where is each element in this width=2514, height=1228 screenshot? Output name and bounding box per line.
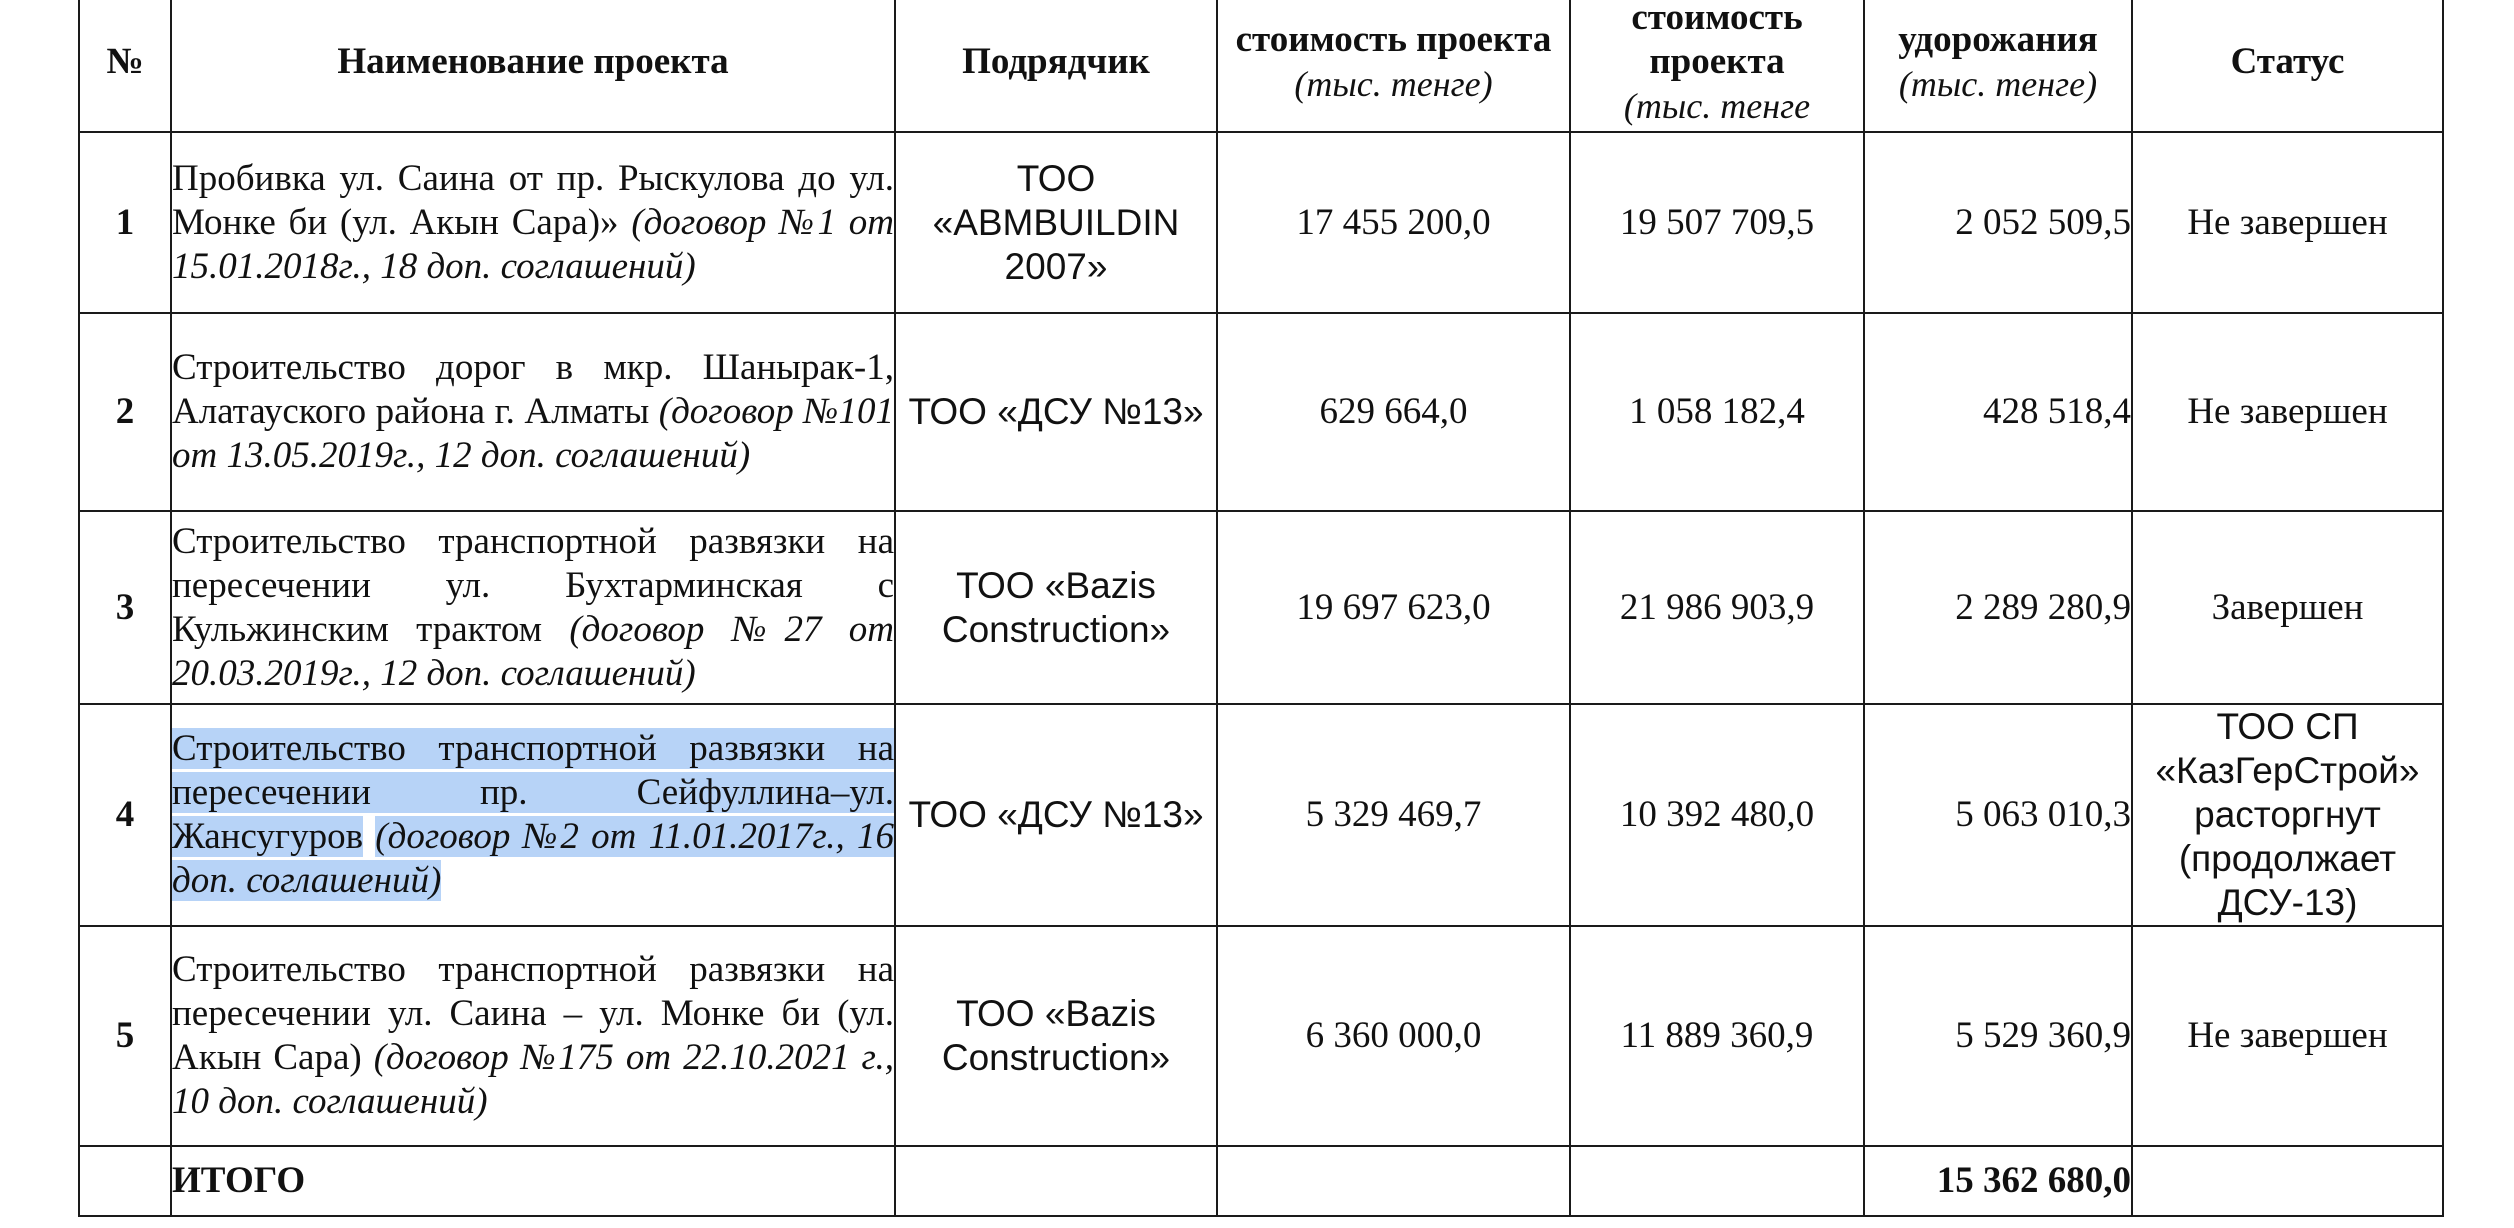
total-empty-contractor <box>895 1146 1217 1216</box>
project-name-cell[interactable] <box>171 704 895 926</box>
header-current-cost <box>1570 0 1864 132</box>
cost-increase: 5 529 360,9 <box>1864 926 2132 1146</box>
header-increase-sub: (тыс. тенге) <box>1898 63 2098 104</box>
contractor: ТОО «Bazis Construction» <box>895 511 1217 704</box>
current-cost: 10 392 480,0 <box>1570 704 1864 926</box>
header-current-cost-main: стоимость проекта <box>1631 0 1803 82</box>
table-row[interactable] <box>79 132 2443 313</box>
initial-cost: 17 455 200,0 <box>1217 132 1570 313</box>
total-row <box>79 1146 2443 1216</box>
cost-increase: 428 518,4 <box>1864 313 2132 511</box>
status: Завершен <box>2132 511 2443 704</box>
initial-cost: 5 329 469,7 <box>1217 704 1570 926</box>
project-name: Строительство дорог в мкр. Шанырак-1, Алатауского района г. Алматы <box>172 347 894 432</box>
contractor: ТОО «ДСУ №13» <box>895 704 1217 926</box>
total-empty-num <box>79 1146 171 1216</box>
project-name-cell[interactable] <box>171 926 895 1146</box>
row-num: 3 <box>79 511 171 704</box>
status: Не завершен <box>2132 926 2443 1146</box>
current-cost: 21 986 903,9 <box>1570 511 1864 704</box>
cost-increase: 2 289 280,9 <box>1864 511 2132 704</box>
initial-cost: 6 360 000,0 <box>1217 926 1570 1146</box>
project-contract-selected-text[interactable]: (договор №2 от 11.01.2017г., 16 доп. соглашений) <box>172 816 895 901</box>
cost-increase: 5 063 010,3 <box>1864 704 2132 926</box>
header-num: № <box>79 0 171 132</box>
header-increase-main: удорожания <box>1898 18 2098 60</box>
header-initial-cost-main: стоимость проекта <box>1235 18 1552 60</box>
header-contractor: Подрядчик <box>895 0 1217 132</box>
projects-table <box>78 0 2444 1217</box>
current-cost: 11 889 360,9 <box>1570 926 1864 1146</box>
contractor: ТОО «Bazis Construction» <box>895 926 1217 1146</box>
status: ТОО СП «КазГерСтрой» расторгнут (продолжает ДСУ-13) <box>2132 704 2443 926</box>
project-name-selected-text[interactable]: Строительство транспортной развязки на пересечении пр. Сейфуллина–ул. Жансугуров <box>172 728 894 857</box>
current-cost: 19 507 709,5 <box>1570 132 1864 313</box>
initial-cost: 629 664,0 <box>1217 313 1570 511</box>
project-name-cell[interactable] <box>171 511 895 704</box>
header-initial-cost-sub: (тыс. тенге) <box>1294 63 1493 104</box>
row-num: 5 <box>79 926 171 1146</box>
contractor: ТОО «ABMBUILDIN 2007» <box>895 132 1217 313</box>
project-name: Строительство транспортной развязки на пересечении ул. Бухтарминская с Кульжинским трактом <box>172 520 894 650</box>
row-num: 4 <box>79 704 171 926</box>
project-contract: (договор №1 от 15.01.2018г., 18 доп. соглашений) <box>172 201 895 287</box>
project-name-cell[interactable] <box>171 132 895 313</box>
current-cost: 1 058 182,4 <box>1570 313 1864 511</box>
cost-increase: 2 052 509,5 <box>1864 132 2132 313</box>
contractor: ТОО «ДСУ №13» <box>895 313 1217 511</box>
project-contract: (договор №175 от 22.10.2021 г., 10 доп. соглашений) <box>172 1037 895 1122</box>
total-label: ИТОГО <box>171 1146 895 1216</box>
row-num: 1 <box>79 132 171 313</box>
total-empty-current <box>1570 1146 1864 1216</box>
header-increase <box>1864 0 2132 132</box>
header-current-cost-sub: (тыс. тенге <box>1623 85 1811 126</box>
header-status: Статус <box>2132 0 2443 132</box>
project-contract: (договор №27 от 20.03.2019г., 12 доп. соглашений) <box>172 608 895 694</box>
project-name: Строительство транспортной развязки на пересечении ул. Саина – ул. Монке би (ул. Акын Сара) <box>172 949 894 1078</box>
total-empty-initial <box>1217 1146 1570 1216</box>
status: Не завершен <box>2132 132 2443 313</box>
total-empty-status <box>2132 1146 2443 1216</box>
table-row[interactable] <box>79 926 2443 1146</box>
status: Не завершен <box>2132 313 2443 511</box>
table-row[interactable] <box>79 704 2443 926</box>
row-num: 2 <box>79 313 171 511</box>
initial-cost: 19 697 623,0 <box>1217 511 1570 704</box>
total-value: 15 362 680,0 <box>1864 1146 2132 1216</box>
project-contract: (договор №101 от 13.05.2019г., 12 доп. соглашений) <box>172 391 894 476</box>
table-row[interactable] <box>79 313 2443 511</box>
project-name-cell[interactable] <box>171 313 895 511</box>
table-row[interactable] <box>79 511 2443 704</box>
project-name: Пробивка ул. Саина от пр. Рыскулова до ул. Монке би (ул. Акын Сара)» <box>172 157 894 243</box>
header-name: Наименование проекта <box>171 0 895 132</box>
header-row <box>79 0 2443 132</box>
header-initial-cost <box>1217 0 1570 132</box>
